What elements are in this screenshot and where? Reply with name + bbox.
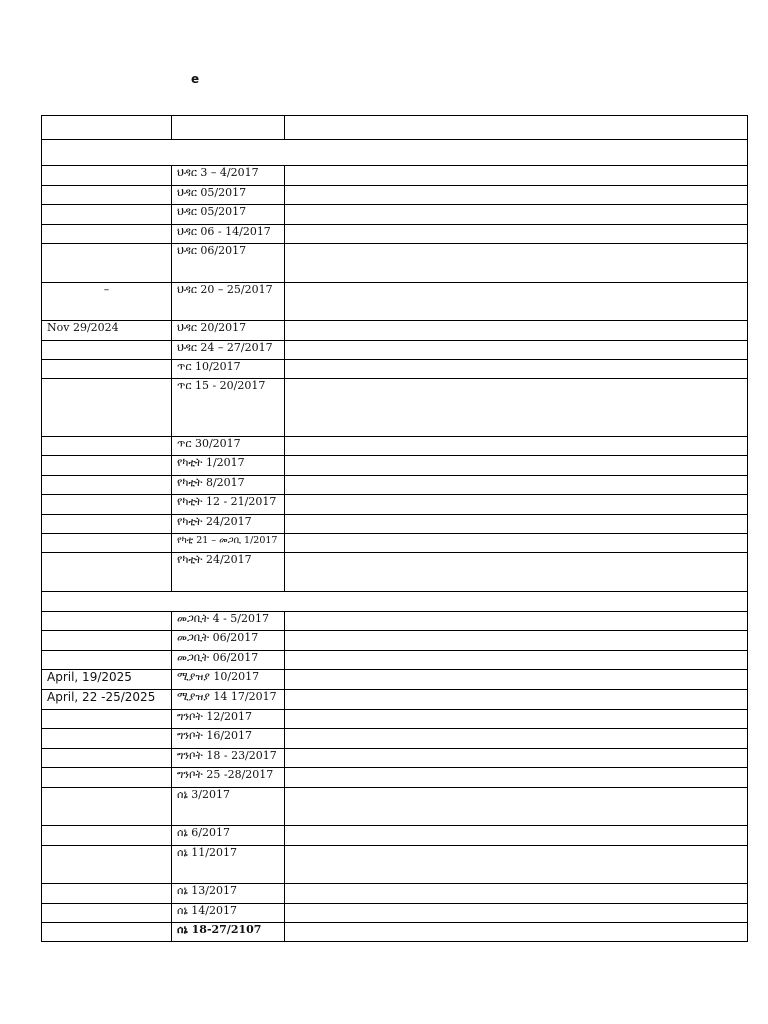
table-row bbox=[42, 379, 748, 437]
ethiopian-date-cell: ሰኔ 18-27/2107 bbox=[172, 923, 285, 942]
description-cell bbox=[285, 186, 748, 205]
ethiopian-date-cell: ሰኔ 13/2017 bbox=[172, 884, 285, 904]
table-row bbox=[42, 631, 748, 651]
description-cell bbox=[285, 360, 748, 379]
ethiopian-date-cell: መጋቢት 06/2017 bbox=[172, 631, 285, 651]
table-row bbox=[42, 826, 748, 846]
description-cell bbox=[285, 846, 748, 884]
table-row bbox=[42, 495, 748, 515]
description-cell bbox=[285, 205, 748, 225]
gregorian-date-cell bbox=[42, 116, 172, 140]
gregorian-date-cell: – bbox=[42, 283, 172, 321]
gregorian-date-cell bbox=[42, 341, 172, 360]
description-cell bbox=[285, 476, 748, 495]
ethiopian-date-cell: ግንቦት 12/2017 bbox=[172, 710, 285, 729]
gregorian-date-cell bbox=[42, 904, 172, 923]
table-row bbox=[42, 283, 748, 321]
description-cell bbox=[285, 321, 748, 341]
table-row bbox=[42, 341, 748, 360]
gregorian-date-cell bbox=[42, 360, 172, 379]
schedule-table bbox=[41, 115, 748, 942]
gregorian-date-cell bbox=[42, 749, 172, 768]
gregorian-date-cell bbox=[42, 437, 172, 456]
table-row bbox=[42, 166, 748, 186]
table-row bbox=[42, 534, 748, 553]
ethiopian-date-cell: ህዳር 24 – 27/2017 bbox=[172, 341, 285, 360]
table-row bbox=[42, 437, 748, 456]
table-row bbox=[42, 690, 748, 710]
gregorian-date-cell: April, 22 -25/2025 bbox=[42, 690, 172, 710]
table-row bbox=[42, 515, 748, 534]
ethiopian-date-cell: ግንቦት 18 - 23/2017 bbox=[172, 749, 285, 768]
gregorian-date-cell bbox=[42, 612, 172, 631]
ethiopian-date-cell: ሰኔ 3/2017 bbox=[172, 788, 285, 826]
description-cell bbox=[285, 553, 748, 592]
gregorian-date-cell bbox=[42, 534, 172, 553]
ethiopian-date-cell: ህዳር 3 – 4/2017 bbox=[172, 166, 285, 186]
description-cell bbox=[285, 341, 748, 360]
table-row bbox=[42, 710, 748, 729]
description-cell bbox=[285, 670, 748, 690]
description-cell bbox=[285, 749, 748, 768]
description-cell bbox=[285, 534, 748, 553]
ethiopian-date-cell: ጥር 30/2017 bbox=[172, 437, 285, 456]
description-cell bbox=[285, 690, 748, 710]
table-row bbox=[42, 884, 748, 904]
description-cell bbox=[285, 495, 748, 515]
description-cell bbox=[285, 612, 748, 631]
description-cell bbox=[285, 631, 748, 651]
gregorian-date-cell bbox=[42, 631, 172, 651]
description-cell bbox=[285, 710, 748, 729]
gregorian-date-cell bbox=[42, 729, 172, 749]
description-cell bbox=[285, 283, 748, 321]
description-cell bbox=[285, 904, 748, 923]
schedule-table-body bbox=[42, 116, 748, 942]
description-cell bbox=[285, 166, 748, 186]
table-row bbox=[42, 651, 748, 670]
table-row bbox=[42, 456, 748, 476]
description-cell bbox=[285, 244, 748, 283]
ethiopian-date-cell: የካቲት 12 - 21/2017 bbox=[172, 495, 285, 515]
table-row bbox=[42, 923, 748, 942]
table-row bbox=[42, 116, 748, 140]
gregorian-date-cell bbox=[42, 923, 172, 942]
ethiopian-date-cell: ሚያዝያ 14 17/2017 bbox=[172, 690, 285, 710]
ethiopian-date-cell: ህዳር 05/2017 bbox=[172, 186, 285, 205]
table-row bbox=[42, 612, 748, 631]
gregorian-date-cell bbox=[42, 826, 172, 846]
table-row bbox=[42, 321, 748, 341]
ethiopian-date-cell: ህዳር 06/2017 bbox=[172, 244, 285, 283]
section-row bbox=[42, 140, 748, 166]
ethiopian-date-cell: ግንቦት 16/2017 bbox=[172, 729, 285, 749]
gregorian-date-cell bbox=[42, 651, 172, 670]
ethiopian-date-cell: የካቲት 8/2017 bbox=[172, 476, 285, 495]
section-row bbox=[42, 592, 748, 612]
gregorian-date-cell bbox=[42, 225, 172, 244]
gregorian-date-cell bbox=[42, 476, 172, 495]
gregorian-date-cell bbox=[42, 553, 172, 592]
gregorian-date-cell bbox=[42, 244, 172, 283]
table-row bbox=[42, 749, 748, 768]
table-row bbox=[42, 186, 748, 205]
gregorian-date-cell bbox=[42, 710, 172, 729]
ethiopian-date-cell: ህዳር 05/2017 bbox=[172, 205, 285, 225]
table-row bbox=[42, 788, 748, 826]
description-cell bbox=[285, 651, 748, 670]
gregorian-date-cell bbox=[42, 846, 172, 884]
ethiopian-date-cell: ጥር 10/2017 bbox=[172, 360, 285, 379]
ethiopian-date-cell: የካቲት 24/2017 bbox=[172, 515, 285, 534]
table-row bbox=[42, 244, 748, 283]
ethiopian-date-cell: የካቲት 1/2017 bbox=[172, 456, 285, 476]
gregorian-date-cell bbox=[42, 768, 172, 788]
description-cell bbox=[285, 826, 748, 846]
section-cell bbox=[42, 592, 748, 612]
ethiopian-date-cell: የካቲ 21 – መጋቢ 1/2017 bbox=[172, 534, 285, 553]
description-cell bbox=[285, 379, 748, 437]
header-mark: e bbox=[191, 72, 200, 86]
description-cell bbox=[285, 768, 748, 788]
table-row bbox=[42, 729, 748, 749]
gregorian-date-cell bbox=[42, 788, 172, 826]
ethiopian-date-cell: ህዳር 20/2017 bbox=[172, 321, 285, 341]
description-cell bbox=[285, 437, 748, 456]
table-row bbox=[42, 360, 748, 379]
description-cell bbox=[285, 456, 748, 476]
table-row bbox=[42, 476, 748, 495]
gregorian-date-cell bbox=[42, 166, 172, 186]
ethiopian-date-cell bbox=[172, 116, 285, 140]
description-cell bbox=[285, 225, 748, 244]
gregorian-date-cell bbox=[42, 515, 172, 534]
gregorian-date-cell bbox=[42, 186, 172, 205]
ethiopian-date-cell: መጋቢት 4 - 5/2017 bbox=[172, 612, 285, 631]
description-cell bbox=[285, 116, 748, 140]
table-row bbox=[42, 846, 748, 884]
table-row bbox=[42, 904, 748, 923]
gregorian-date-cell bbox=[42, 456, 172, 476]
gregorian-date-cell bbox=[42, 205, 172, 225]
ethiopian-date-cell: ሰኔ 6/2017 bbox=[172, 826, 285, 846]
ethiopian-date-cell: ህዳር 20 – 25/2017 bbox=[172, 283, 285, 321]
ethiopian-date-cell: ሚያዝያ 10/2017 bbox=[172, 670, 285, 690]
description-cell bbox=[285, 923, 748, 942]
ethiopian-date-cell: ሰኔ 11/2017 bbox=[172, 846, 285, 884]
description-cell bbox=[285, 515, 748, 534]
gregorian-date-cell: April, 19/2025 bbox=[42, 670, 172, 690]
table-row bbox=[42, 205, 748, 225]
ethiopian-date-cell: ጥር 15 - 20/2017 bbox=[172, 379, 285, 437]
table-row bbox=[42, 768, 748, 788]
section-cell bbox=[42, 140, 748, 166]
gregorian-date-cell bbox=[42, 495, 172, 515]
ethiopian-date-cell: መጋቢት 06/2017 bbox=[172, 651, 285, 670]
table-row bbox=[42, 553, 748, 592]
gregorian-date-cell bbox=[42, 379, 172, 437]
description-cell bbox=[285, 788, 748, 826]
table-row bbox=[42, 670, 748, 690]
description-cell bbox=[285, 884, 748, 904]
ethiopian-date-cell: ህዳር 06 - 14/2017 bbox=[172, 225, 285, 244]
ethiopian-date-cell: ሰኔ 14/2017 bbox=[172, 904, 285, 923]
table-row bbox=[42, 225, 748, 244]
gregorian-date-cell bbox=[42, 884, 172, 904]
ethiopian-date-cell: ግንቦት 25 -28/2017 bbox=[172, 768, 285, 788]
description-cell bbox=[285, 729, 748, 749]
gregorian-date-cell: Nov 29/2024 bbox=[42, 321, 172, 341]
ethiopian-date-cell: የካቲት 24/2017 bbox=[172, 553, 285, 592]
